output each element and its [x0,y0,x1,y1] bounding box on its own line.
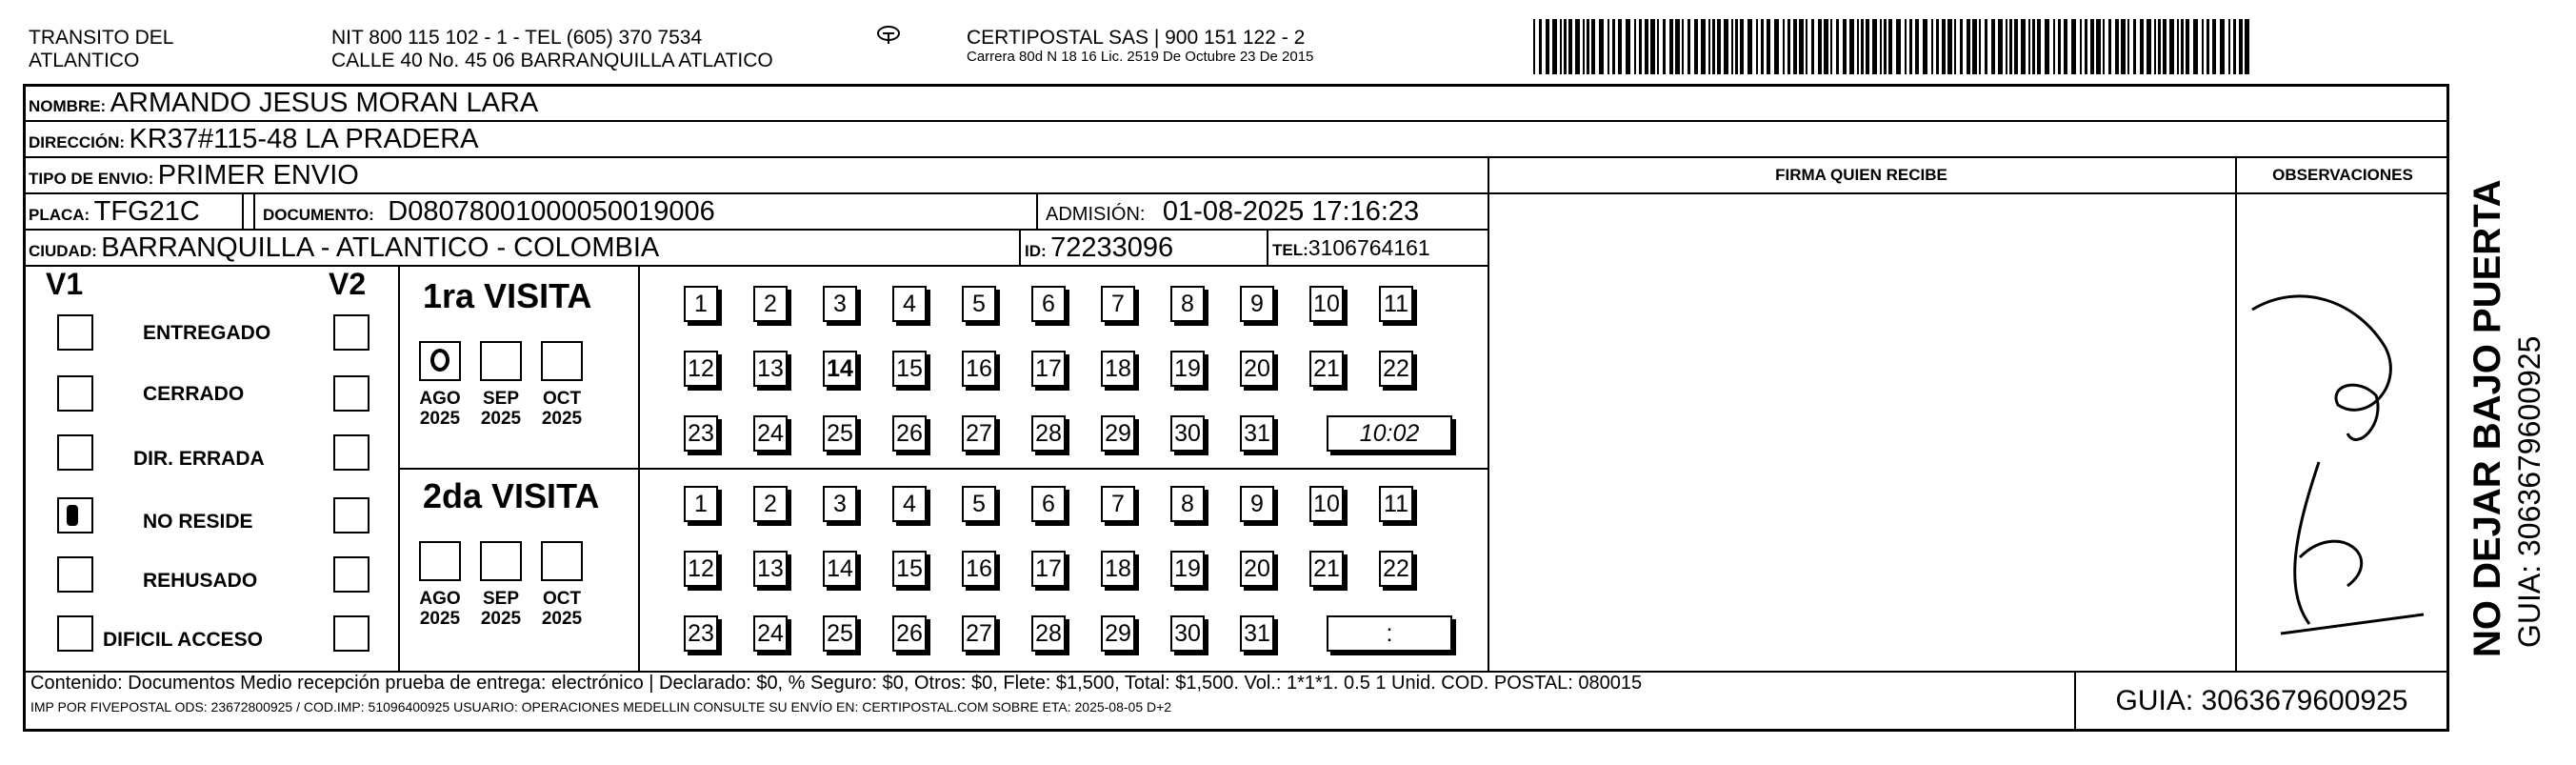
day-box[interactable]: 8 [1170,486,1205,522]
v1-checkbox[interactable] [57,497,93,533]
barcode-bar [2202,19,2204,74]
barcode-bar [2103,19,2105,74]
barcode-bar [1712,19,1715,74]
barcode-bar [1575,19,1580,74]
barcode-bar [2158,19,2161,74]
barcode-bar [1564,19,1567,74]
shipment-type-row [29,158,359,192]
barcode-bar [1985,19,1987,74]
barcode-bar [2009,19,2012,74]
barcode-bar [1861,19,1864,74]
time-box[interactable]: 10:02 [1327,415,1452,452]
barcode-bar [2239,19,2243,74]
day-box[interactable]: 6 [1031,486,1066,522]
barcode-bar [1849,19,1854,74]
barcode-bar [2080,19,2082,74]
barcode-bar [1793,19,1797,74]
v2-checkbox[interactable] [333,615,369,652]
barcode-bar [2193,19,2198,74]
company-contact [331,27,773,72]
barcode-bar [1533,19,1535,74]
day-box[interactable]: 15 [892,551,927,587]
barcode-bar [1824,19,1828,74]
day-box[interactable]: 22 [1379,551,1413,587]
barcode-bar [1546,19,1549,74]
day-box[interactable]: 29 [1101,415,1135,452]
company-line-1: TRANSITO DEL [29,27,174,49]
barcode-bar [1857,19,1859,74]
placa-value: TFG21C [93,196,200,227]
barcode-bar [2169,19,2174,74]
admision-cell [1046,194,1419,229]
month-label: AGO 2025 [419,589,461,629]
day-box[interactable]: 17 [1031,551,1066,587]
barcode-bar [2053,19,2055,74]
month-label: OCT 2025 [541,389,583,429]
barcode-bar [1626,19,1630,74]
barcode-bar [1915,19,1919,74]
day-box[interactable]: 19 [1170,551,1205,587]
day-box[interactable]: 17 [1031,351,1066,387]
barcode-bar [1645,19,1648,74]
day-box[interactable]: 22 [1379,351,1413,387]
barcode-bar [1612,19,1615,74]
month-checkbox[interactable] [480,341,522,381]
company-name [29,27,173,72]
barcode-bar [1591,19,1595,74]
barcode-bar [1618,19,1622,74]
barcode-bar [1972,19,1977,74]
ciudad-cell [29,231,659,265]
id-cell [1025,231,1173,265]
barcode-bar [2021,19,2026,74]
day-box[interactable]: 23 [684,415,718,452]
ciudad-label: CIUDAD: [29,242,97,260]
day-box[interactable]: 1 [684,486,718,522]
barcode-bar [1599,19,1604,74]
nombre-label: NOMBRE: [29,97,107,115]
placa-label: PLACA: [29,206,90,224]
barcode-bar [1830,19,1832,74]
logo-icon [874,25,903,50]
documento-label: DOCUMENTO: [263,206,374,224]
day-box[interactable]: 30 [1170,615,1205,652]
barcode-bar [1634,19,1636,74]
visit1-title: 1ra VISITA [423,276,592,315]
month-checkbox[interactable] [419,541,461,581]
barcode-bar [2177,19,2179,74]
barcode-bar [2133,19,2136,74]
v2-checkbox[interactable] [333,314,369,351]
documento-cell [263,194,715,229]
month-checkbox[interactable] [541,341,583,381]
barcode-bar [1880,19,1882,74]
footer-imp: IMP POR FIVEPOSTAL ODS: 23672800925 / COD.IMP: 51096400925 USUARIO: OPERACIONES MEDELLIN CONSULTE SU ENVÍO EN: CERTIPOSTAL.COM SOBRE ETA: 2025-08-05 D+2 [30,699,1172,715]
admision-value: 01-08-2025 17:16:23 [1162,196,1420,227]
barcode-bar [1724,19,1728,74]
barcode-bar [2121,19,2126,74]
barcode-bar [2108,19,2111,74]
barcode-bar [1888,19,1892,74]
signature-mark [2243,272,2443,662]
courier-address: Carrera 80d N 18 16 Lic. 2519 De Octubre 23 De 2015 [967,49,1314,65]
day-box[interactable]: 30 [1170,415,1205,452]
barcode-bar [1774,19,1779,74]
footer-guia: GUIA: 3063679600925 [2115,685,2408,716]
day-box[interactable]: 19 [1170,351,1205,387]
day-box[interactable]: 24 [753,615,788,652]
day-box[interactable]: 9 [1240,486,1274,522]
footer-content: Contenido: Documentos Medio recepción prueba de entrega: electrónico | Declarado: $0, % Seguro: $0, Otros: $0, Flete: $1,500, Total: $1,500. Vol.: 1*1*1. 0.5 1 Unid. COD. POSTAL: 080015 [30,673,1643,694]
month-label: OCT 2025 [541,589,583,629]
ciudad-value: BARRANQUILLA - ATLANTICO - COLOMBIA [101,232,660,263]
company-line-2: ATLANTICO [29,50,140,71]
barcode-bar [1991,19,1995,74]
barcode-bar [1761,19,1764,74]
day-box[interactable]: 15 [892,351,927,387]
barcode-bar [1731,19,1733,74]
day-box[interactable]: 13 [753,551,788,587]
status-option-label: NO RESIDE [143,511,253,533]
day-box[interactable]: 3 [823,286,857,322]
day-box[interactable]: 16 [962,551,996,587]
recipient-address: KR37#115-48 LA PRADERA [129,124,479,154]
barcode-bar [2140,19,2144,74]
barcode-bar [2014,19,2018,74]
day-box[interactable]: 2 [753,286,788,322]
day-box[interactable]: 3 [823,486,857,522]
barcode-bar [2096,19,2101,74]
barcode-bar [2037,19,2041,74]
barcode-bar [1694,19,1698,74]
side-guia: GUIA: 3063679600925 [2512,335,2546,648]
barcode-bar [1979,19,1981,74]
barcode-bar [1787,19,1790,74]
day-box[interactable]: 10 [1309,486,1344,522]
day-box[interactable]: 26 [892,415,927,452]
month-checkbox[interactable] [419,341,461,381]
day-box[interactable]: 1 [684,286,718,322]
day-box[interactable]: 18 [1101,351,1135,387]
courier-info [967,27,1313,65]
barcode-bar [2045,19,2049,74]
day-box[interactable]: 11 [1379,486,1413,522]
v1-label: V1 [46,267,84,301]
tipo-label: TIPO DE ENVIO: [29,170,154,188]
barcode-bar [1708,19,1710,74]
barcode-bar [1942,19,1946,74]
shipment-type: PRIMER ENVIO [157,160,359,191]
v1-checkbox[interactable] [57,375,93,412]
barcode-bar [1806,19,1807,74]
day-box[interactable]: 21 [1309,551,1344,587]
barcode-bar [1568,19,1572,74]
barcode-bar [1931,19,1933,74]
day-box[interactable]: 31 [1240,615,1274,652]
time-box[interactable]: : [1327,615,1452,652]
certipostal-logo [862,25,915,72]
tel-cell [1272,231,1430,265]
barcode-bar [1767,19,1770,74]
barcode-bar [2028,19,2030,74]
barcode-bar [2220,19,2225,74]
barcode-bar [1998,19,2003,74]
barcode-bar [1669,19,1673,74]
documento-value: D08078001000050019006 [388,196,715,227]
barcode-bar [1936,19,1939,74]
day-box[interactable]: 20 [1240,351,1274,387]
signature-header: FIRMA QUIEN RECIBE [1775,166,1947,184]
month-label: AGO 2025 [419,389,461,429]
barcode-bar [2006,19,2007,74]
day-box[interactable]: 5 [962,486,996,522]
recipient-name: ARMANDO JESUS MORAN LARA [110,88,539,118]
recipient-address-row [29,122,479,156]
barcode-bar [1967,19,1970,74]
month-checkbox[interactable] [480,541,522,581]
id-value: 72233096 [1050,232,1174,263]
day-box[interactable]: 7 [1101,486,1135,522]
barcode-bar [1657,19,1659,74]
barcode-bar [2127,19,2129,74]
day-box[interactable]: 8 [1170,286,1205,322]
day-box[interactable]: 9 [1240,286,1274,322]
barcode-bar [2154,19,2156,74]
v1-checkbox[interactable] [57,434,93,471]
barcode-bar [2090,19,2094,74]
day-box[interactable]: 28 [1031,415,1066,452]
day-box[interactable]: 21 [1309,351,1344,387]
day-box[interactable]: 2 [753,486,788,522]
barcode-bar [1701,19,1706,74]
month-label: SEP 2025 [480,589,522,629]
day-box[interactable]: 31 [1240,415,1274,452]
month-label: SEP 2025 [480,389,522,429]
barcode-bar [1866,19,1869,74]
day-box[interactable]: 18 [1101,551,1135,587]
barcode-bar [1687,19,1690,74]
day-box[interactable]: 27 [962,415,996,452]
barcode-bar [1954,19,1956,74]
barcode-bar [2207,19,2209,74]
day-box[interactable]: 25 [823,615,857,652]
status-option-label: DIFICIL ACCESO [103,629,264,651]
barcode-bar [1560,19,1562,74]
status-option-label: REHUSADO [143,570,258,592]
barcode-bar [1896,19,1901,74]
v1-checkbox[interactable] [57,615,93,652]
observations-header: OBSERVACIONES [2272,166,2413,184]
day-box[interactable]: 26 [892,615,927,652]
barcode-bar [2163,19,2167,74]
day-box[interactable]: 28 [1031,615,1066,652]
barcode-bar [2064,19,2067,74]
barcode-bar [1947,19,1952,74]
barcode-bar [1756,19,1758,74]
barcode-bar [2228,19,2230,74]
day-box[interactable]: 12 [684,551,718,587]
barcode-bar [1650,19,1655,74]
barcode-bar [2181,19,2184,74]
address-text: CALLE 40 No. 45 06 BARRANQUILLA ATLATICO [331,50,773,71]
barcode-bar [1872,19,1877,74]
day-box[interactable]: 24 [753,415,788,452]
tel-label: TEL: [1272,241,1308,259]
barcode-bar [1608,19,1609,74]
v2-checkbox[interactable] [333,497,369,533]
barcode-bar [1909,19,1912,74]
month-checkbox[interactable] [541,541,583,581]
v2-checkbox[interactable] [333,375,369,412]
barcode-bar [1836,19,1839,74]
day-box[interactable]: 6 [1031,286,1066,322]
status-option-label: ENTREGADO [143,322,271,344]
barcode-bar [1552,19,1557,74]
day-box[interactable]: 11 [1379,286,1413,322]
barcode-bar [1663,19,1666,74]
barcode-bar [1783,19,1785,74]
barcode-bar [1587,19,1589,74]
barcode-bar [2233,19,2236,74]
day-box[interactable]: 14 [823,351,857,387]
barcode-bar [1539,19,1542,74]
visit2-title: 2da VISITA [423,476,600,515]
day-box[interactable]: 27 [962,615,996,652]
placa-cell [29,194,200,229]
barcode-bar [2032,19,2035,74]
barcode-bar [1583,19,1585,74]
v1-checkbox[interactable] [57,314,93,351]
barcode-bar [1923,19,1927,74]
barcode-bar [1799,19,1804,74]
barcode-bar [2085,19,2087,74]
barcode-bar [2245,19,2249,74]
day-box[interactable]: 20 [1240,551,1274,587]
tel-value: 3106764161 [1308,235,1430,260]
barcode-bar [2058,19,2061,74]
admision-label: ADMISIÓN: [1046,204,1146,225]
barcode-bar [1740,19,1744,74]
v2-checkbox[interactable] [333,434,369,471]
day-box[interactable]: 23 [684,615,718,652]
barcode-bar [2147,19,2151,74]
barcode-bar [2186,19,2189,74]
day-box[interactable]: 5 [962,286,996,322]
recipient-name-row [29,86,538,120]
v2-checkbox[interactable] [333,556,369,593]
barcode-bar [2071,19,2076,74]
barcode-bar [1905,19,1907,74]
day-box[interactable]: 25 [823,415,857,452]
status-option-label: DIR. ERRADA [133,448,265,470]
day-box[interactable]: 14 [823,551,857,587]
day-box[interactable]: 4 [892,486,927,522]
v1-checkbox[interactable] [57,556,93,593]
day-box[interactable]: 16 [962,351,996,387]
barcode-bar [1735,19,1738,74]
barcode-icon [1533,19,2257,74]
day-box[interactable]: 4 [892,286,927,322]
day-box[interactable]: 29 [1101,615,1135,652]
barcode-bar [1639,19,1642,74]
id-label: ID: [1025,242,1047,260]
barcode-bar [1818,19,1822,74]
barcode-bar [1960,19,1963,74]
day-box[interactable]: 7 [1101,286,1135,322]
barcode-bar [1884,19,1887,74]
barcode-bar [1682,19,1684,74]
no-dejar-warning: NO DEJAR BAJO PUERTA [2466,179,2508,657]
day-box[interactable]: 13 [753,351,788,387]
courier-name: CERTIPOSTAL SAS | 900 151 122 - 2 [967,27,1306,49]
barcode-bar [2115,19,2119,74]
v2-label: V2 [329,267,367,301]
barcode-bar [1675,19,1680,74]
nit-text: NIT 800 115 102 - 1 - TEL (605) 370 7534 [331,27,703,49]
barcode-bar [2212,19,2216,74]
status-option-label: CERRADO [143,383,245,405]
barcode-bar [1747,19,1752,74]
barcode-bar [1811,19,1814,74]
day-box[interactable]: 12 [684,351,718,387]
barcode-bar [1717,19,1721,74]
day-box[interactable]: 10 [1309,286,1344,322]
direccion-label: DIRECCIÓN: [29,133,126,151]
barcode-bar [1843,19,1847,74]
